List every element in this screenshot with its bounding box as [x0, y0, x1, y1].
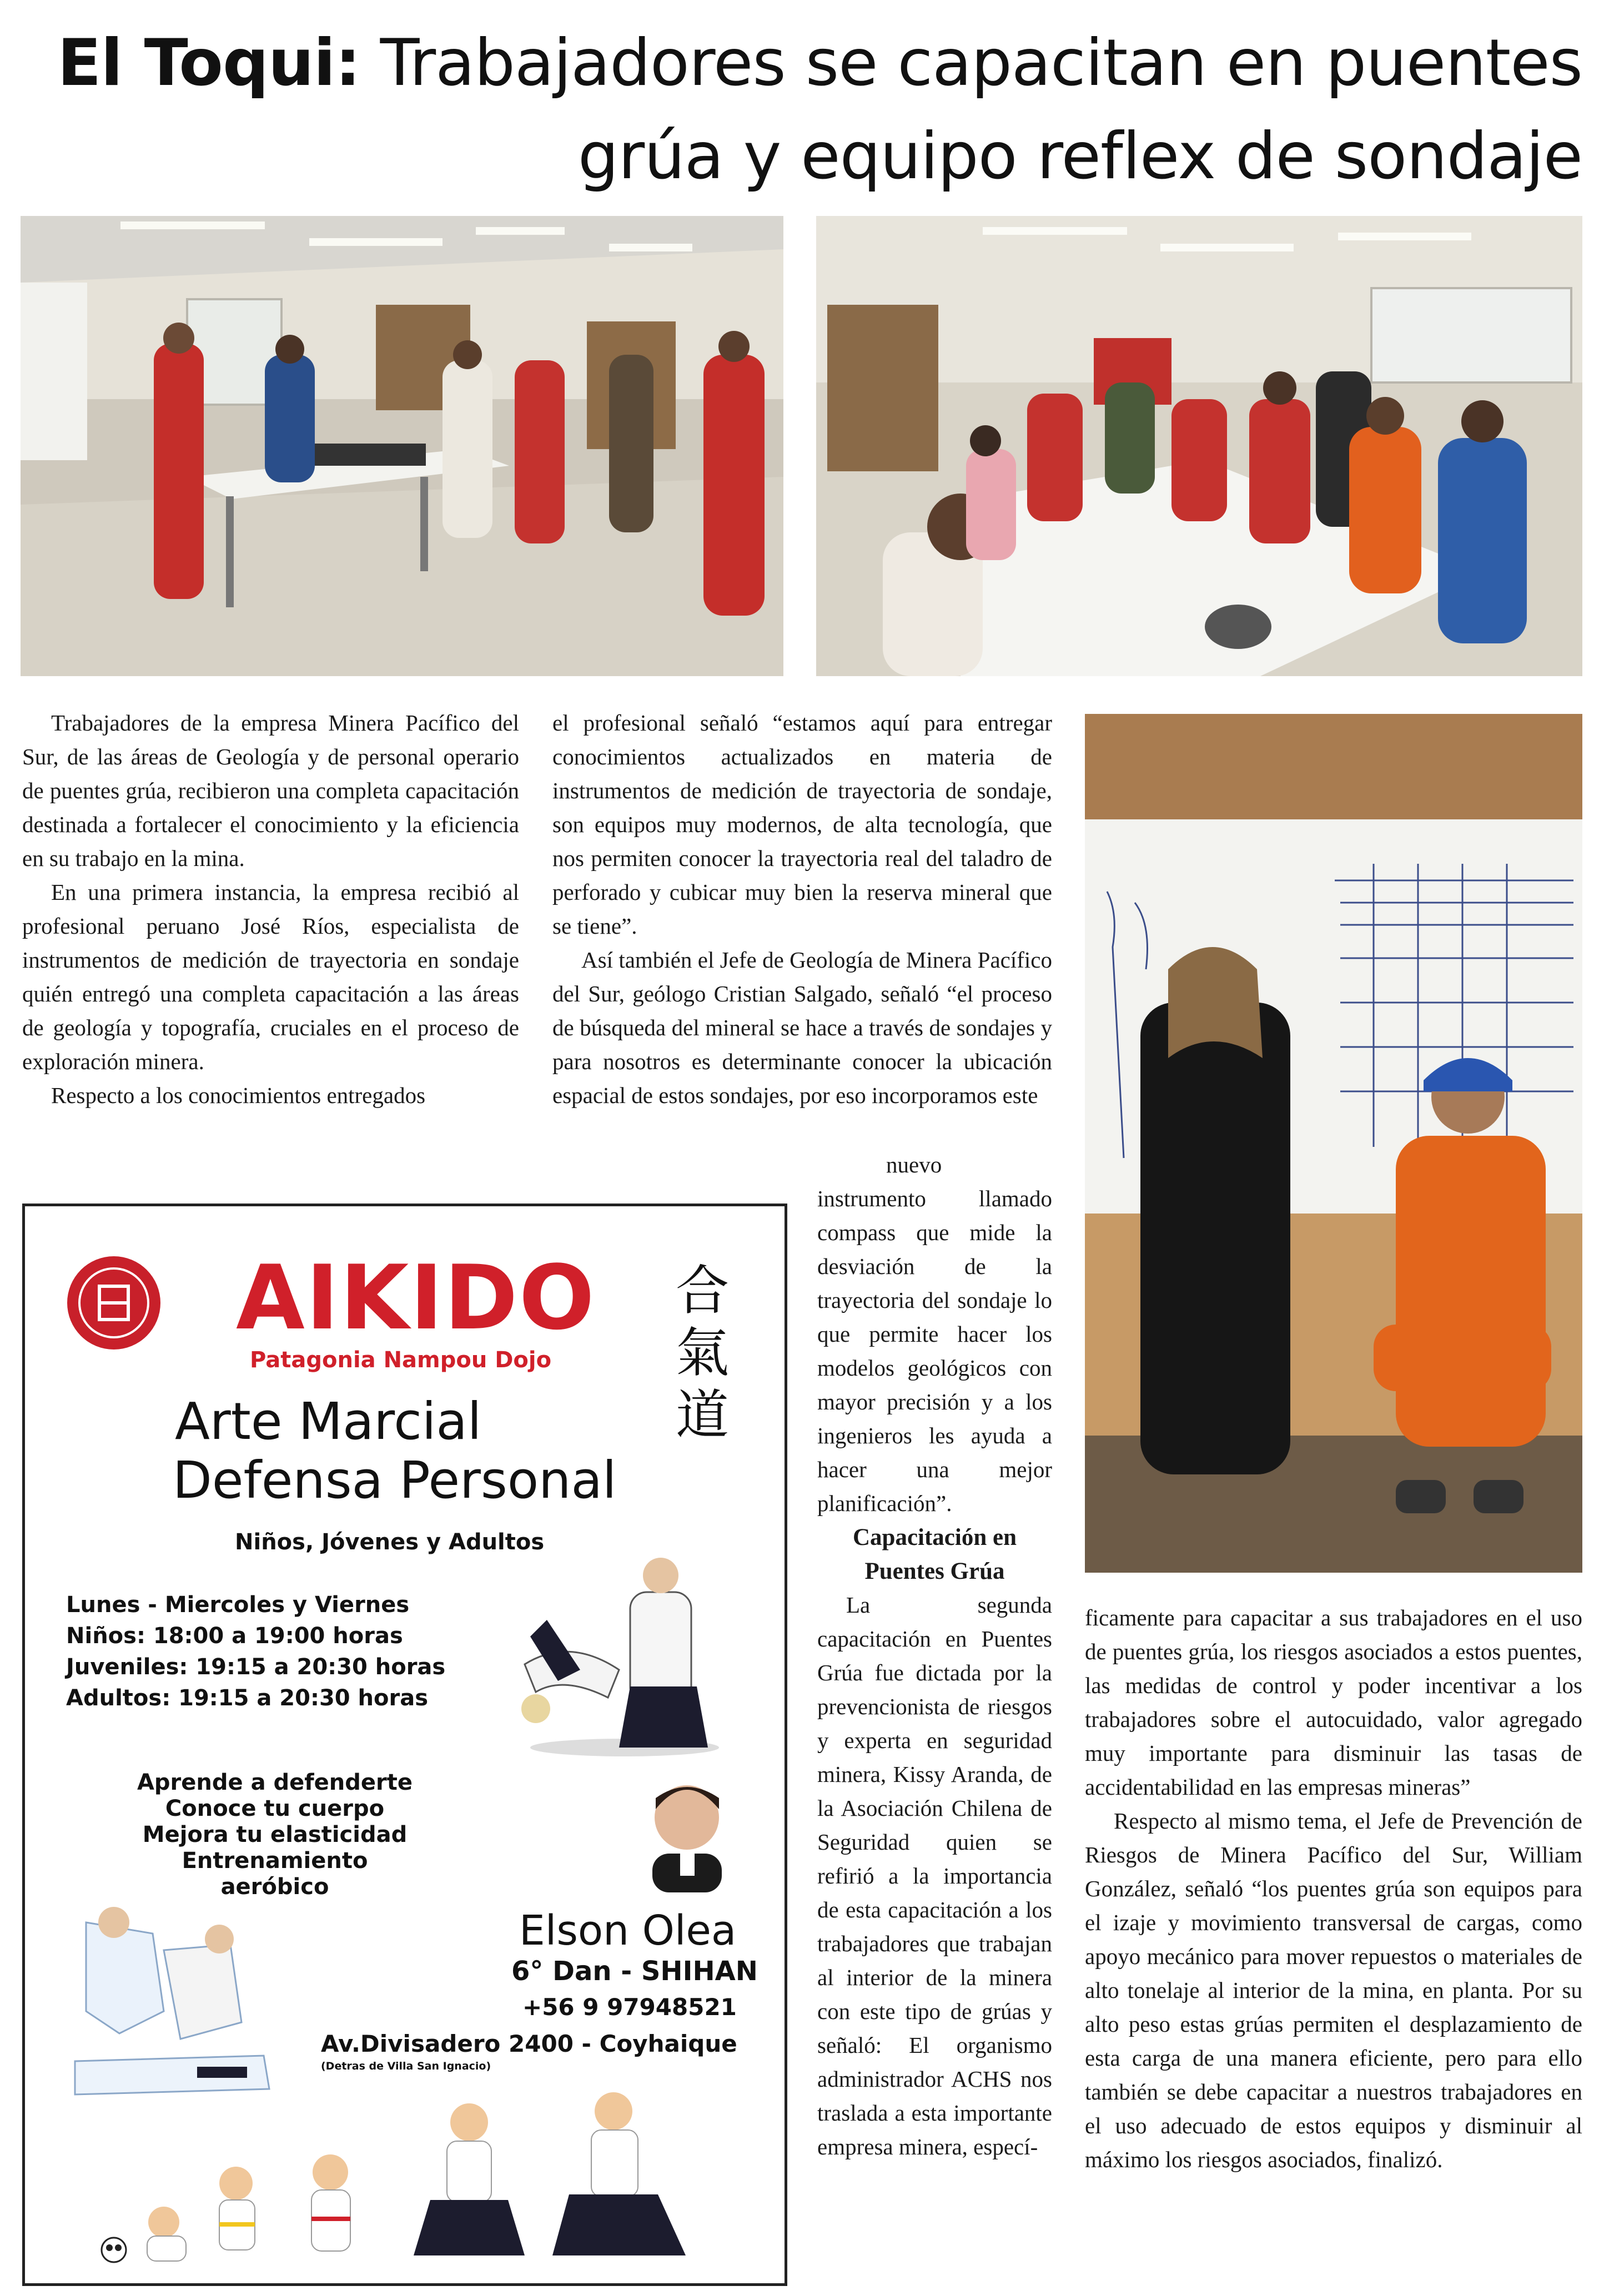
ad-kanji-3: 道: [676, 1384, 729, 1446]
photo-3-illustration: [1085, 714, 1582, 1573]
instructor-portrait: [636, 1765, 738, 1892]
ad-benefit-1: Aprende a defenderte: [137, 1770, 413, 1795]
ad-schedule-juveniles: Juveniles: 19:15 a 20:30 horas: [66, 1654, 446, 1680]
headline-place: El Toqui:: [57, 26, 360, 100]
dojo-seal-icon: [65, 1254, 163, 1352]
article-column-1: [22, 706, 519, 1112]
ad-kanji-1: 合: [676, 1260, 729, 1322]
ad-audience: Niños, Jóvenes y Adultos: [235, 1529, 545, 1555]
article-paragraph-1: Trabajadores de la empresa Minera Pacífico del Sur, de las áreas de Geología y de personal operario de puentes grúa, recibieron una completa capacitación destinada a fortalecer el conocimiento y la eficiencia en su trabajo en la mina.: [22, 710, 519, 871]
ad-schedule: [66, 1589, 445, 1714]
ad-phone: +56 9 97948521: [522, 1993, 737, 2021]
aikido-practice-illustration: [53, 1900, 291, 2100]
article-column-3: [1085, 1601, 1582, 2177]
article-paragraph-5-continued: ficamente para capacitar a sus trabajadores en el uso de puentes grúa, los riesgos asociados a estos puentes, las medidas de control y poder incentivar a los trabajadores sobre el autocuidado, valor agregado muy importante para disminuir las tasas de accidentabilidad en las empresas mineras”: [1085, 1605, 1582, 1800]
ad-benefit-2: Conoce tu cuerpo: [165, 1796, 385, 1821]
article-paragraph-3: Respecto a los conocimientos entregados: [51, 1082, 426, 1108]
headline-text-1: Trabajadores se capacitan en puentes: [380, 26, 1582, 100]
article-paragraph-2: En una primera instancia, la empresa recibió al profesional peruano José Ríos, especialista de instrumentos de medición de trayectoria en sondaje quién entregó una completa capacitación a las áreas de geología y topografía, cruciales en el proceso de exploración minera.: [22, 879, 519, 1074]
ad-schedule-days: Lunes - Miercoles y Viernes: [66, 1592, 410, 1618]
ad-benefit-4: Entrenamiento aeróbico: [182, 1848, 368, 1900]
ad-instructor-rank: 6° Dan - SHIHAN: [511, 1956, 758, 1987]
aikido-advertisement: [22, 1204, 787, 2286]
photo-instructor-whiteboard: [1085, 714, 1582, 1573]
article-column-2-upper: [552, 706, 1052, 1112]
photo-1-illustration: [21, 216, 783, 676]
article-paragraph-4-continued: nuevo instrumento llamado compass que mide la desviación de la trayectoria del sondaje lo que permite hacer los modelos geológicos con mayor precisión y a los ingenieros les ayuda a hacer una mejor planificación”.: [817, 1152, 1052, 1516]
ad-benefits: [130, 1770, 419, 1900]
article-paragraph-6: Respecto al mismo tema, el Jefe de Prevención de Riesgos de Minera Pacífico del Sur, William González, señaló “los puentes grúa son equipos para el izaje y movimiento transversal de cargas, como apoyo mecánico para mover repuestos o materiales de alto tonelaje al interior de la mina, en planta. Por su alto peso estas grúas permiten el desplazamiento de esta carga de una manera eficiente, pero para ello también se debe capacitar a nuestros trabajadores en el uso adecuado de estos equipos y disminuir al máximo los riesgos asociados, finalizó.: [1085, 1808, 1582, 2172]
cartoon-panda-icon: [102, 2238, 126, 2262]
ad-subtitle: Patagonia Nampou Dojo: [250, 1347, 552, 1373]
headline-line-1: [22, 17, 1582, 110]
photo-core-shed-training: [21, 216, 783, 676]
ad-kanji-2: 氣: [676, 1322, 729, 1384]
ad-title: AIKIDO: [236, 1246, 596, 1350]
ad-line-defensa: Defensa Personal: [173, 1451, 617, 1510]
ad-schedule-adultos: Adultos: 19:15 a 20:30 horas: [66, 1685, 429, 1711]
aikido-cartoon-kids-illustration: [97, 2083, 741, 2267]
headline-line-2: grúa y equipo reflex de sondaje: [577, 119, 1582, 194]
ad-address-note: (Detras de Villa San Ignacio): [321, 2060, 491, 2072]
article-column-2-lower: [817, 1148, 1052, 2164]
photo-2-illustration: [816, 216, 1582, 676]
photo-training-group: [816, 216, 1582, 676]
ad-kanji: [672, 1260, 733, 1446]
ad-line-arte: Arte Marcial: [175, 1392, 482, 1451]
article-subhead: Capacitación en Puentes Grúa: [852, 1524, 1017, 1584]
article-paragraph-3-continued: el profesional señaló “estamos aquí para entregar conocimientos actualizados en materia de instrumentos de medición de trayectoria de sondaje, son equipos muy modernos, de alta tecnología, que nos permiten conocer la trayectoria real del taladro de perforado y cubicar muy bien la reserva mineral que se tiene”.: [552, 710, 1052, 939]
ad-schedule-ninos: Niños: 18:00 a 19:00 horas: [66, 1623, 403, 1649]
aikido-throw-illustration: [514, 1542, 736, 1759]
ad-benefit-3: Mejora tu elasticidad: [142, 1822, 408, 1847]
article-paragraph-5: La segunda capacitación en Puentes Grúa fue dictada por la prevencionista de riesgos y experta en seguridad minera, Kissy Aranda, de la Asociación Chilena de Seguridad quien se refirió a la importancia de esta capacitación a los trabajadores que trabajan al interior de la minera con este tipo de grúas y señaló: El organismo administrador ACHS nos traslada a esta importante empresa minera, especí-: [817, 1592, 1052, 2159]
ad-instructor-name: Elson Olea: [519, 1907, 737, 1955]
headline: [22, 17, 1582, 203]
article-paragraph-4: Así también el Jefe de Geología de Minera Pacífico del Sur, geólogo Cristian Salgado, señaló “el proceso de búsqueda del mineral se hace a través de sondajes y para nosotros es determinante conocer la ubicación espacial de estos sondajes, por eso incorporamos este: [552, 947, 1052, 1108]
ad-address: Av.Divisadero 2400 - Coyhaique: [321, 2030, 737, 2057]
